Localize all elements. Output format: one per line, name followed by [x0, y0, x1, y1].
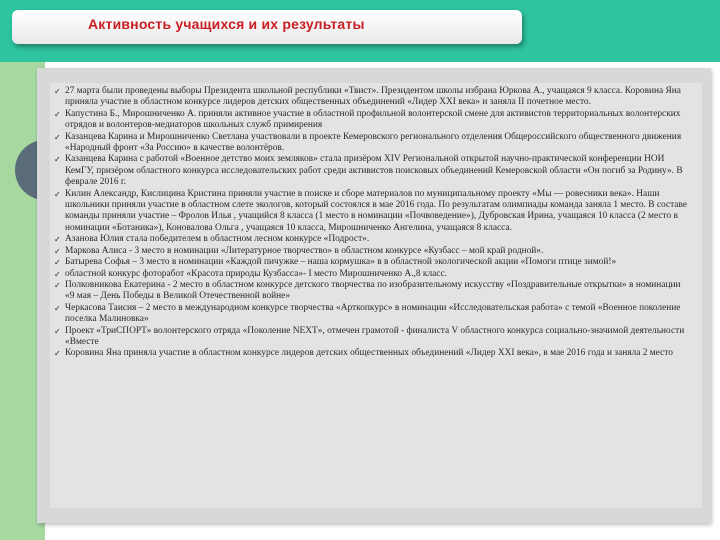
list-item: [52, 326, 692, 349]
checkmark-icon: ✓: [54, 246, 61, 256]
list-item-text: Маркова Алиса - 3 место в номинации «Литературное творчество» в областном конкурсе «Кузбасс – мой край родной».: [65, 245, 544, 256]
list-item-text: Килин Александр, Кислицина Кристина приняли участие в поиске и сборе материалов по муниципальному проекту «Мы — ровесники века». Наши школьники приняли участие в областном слете экологов, который состоялся в мае 2016 года. По результатам олимпиады команда заняла 1 место. В составе команды приняли участие – Фролов Илья , учащийся 8 класса (1 место в номинации «Почвоведение»), Дубровская Ирина, учащаяся 10 класса (2 место в номинации «Ботаника»), Коновалова Ольга , учащаяся 10 класса, Мирошниченко Ангелина, учащаяся 8 класса.: [65, 188, 687, 233]
checkmark-icon: ✓: [54, 258, 61, 268]
list-item: [52, 246, 692, 257]
list-item: [52, 269, 692, 280]
list-item: [52, 303, 692, 326]
checkmark-icon: ✓: [54, 189, 61, 199]
list-item-text: Проект «ТриСПОРТ» волонтерского отряда «Поколение NEXT», отмечен грамотой - финалиста V областного конкурса социально-значимой деятельности «Вместе: [65, 325, 685, 347]
list-item-text: Казанцева Карина и Мирошниченко Светлана участвовали в проекте Кемеровского регионального отделения Общероссийского общественного движения «Народный фронт «За Россию» в качестве волонтёров.: [65, 131, 682, 154]
checkmark-icon: ✓: [54, 269, 61, 279]
list-item: [52, 280, 692, 303]
list-item: [52, 189, 692, 235]
list-item-text: Черкасова Таисия – 2 место в международном конкурсе творчества «Арткопкурс» в номинации «Исследовательская работа» с темой «Военное поколение поселка Малиновка»: [65, 302, 681, 325]
checkmark-icon: ✓: [54, 326, 61, 336]
list-item-text: Полковникова Екатерина - 2 место в областном конкурсе детского творчества по изобразительному искусству «Поздравительные открытки» в номинации «9 мая – День Победы в Великой Отечественной войне»: [65, 279, 681, 302]
list-item-text: Капустина Б., Мирошниченко А. приняли активное участие в областной профильной волонтерской смене для активистов территориальных волонтерских отрядов и волонтеров-медиаторов школьных служб примирения: [65, 108, 681, 131]
list-item-text: 27 марта были проведены выборы Президента школьной республики «Твист». Президентом школы избрана Юркова А., учащаяся 9 класса. Коровина Яна приняла участие в областном конкурсе лидеров детских общественных объединений «Лидер XXI века» и заняла II почетное место.: [65, 86, 681, 108]
list-item-text: Батырева Софья – 3 место в номинации «Каждой пичужке – наша кормушка» в в областной экологической акции «Помоги птице зимой!»: [65, 257, 617, 268]
list-item-text: областной конкурс фоторабот «Красота природы Кузбасса»- I место Мирошниченко А.,8 класс.: [65, 268, 447, 279]
activity-list: [52, 86, 692, 360]
list-item: [52, 109, 692, 132]
checkmark-icon: ✓: [54, 132, 61, 142]
list-item: [52, 234, 692, 245]
checkmark-icon: ✓: [54, 155, 61, 165]
checkmark-icon: ✓: [54, 235, 61, 245]
checkmark-icon: ✓: [54, 87, 61, 96]
list-item: [52, 86, 692, 109]
list-item: [52, 348, 692, 359]
list-item-text: Коровина Яна приняла участие в областном конкурсе лидеров детских общественных объединений «Лидер XXI века», в мае 2016 года и заняла 2 место: [65, 348, 673, 359]
checkmark-icon: ✓: [54, 109, 61, 119]
checkmark-icon: ✓: [54, 349, 61, 359]
list-item: [52, 257, 692, 268]
checkmark-icon: ✓: [54, 303, 61, 313]
slide-title: Активность учащихся и их результаты: [88, 16, 365, 32]
list-item: [52, 132, 692, 155]
list-item-text: Азанова Юлия стала победителем в областном лесном конкурсе «Подрост».: [65, 234, 370, 245]
checkmark-icon: ✓: [54, 280, 61, 290]
list-item: [52, 154, 692, 188]
list-item-text: Казанцева Карина с работой «Военное детство моих земляков» стала призёром XIV Региональной открытой научно-практической конференции НОИ КемГУ, призёром областного конкурса исследовательских работ среди активистов поисковых объединений Кемеровской области «Он погиб за Родину». В феврале 2016 г.: [65, 154, 683, 188]
